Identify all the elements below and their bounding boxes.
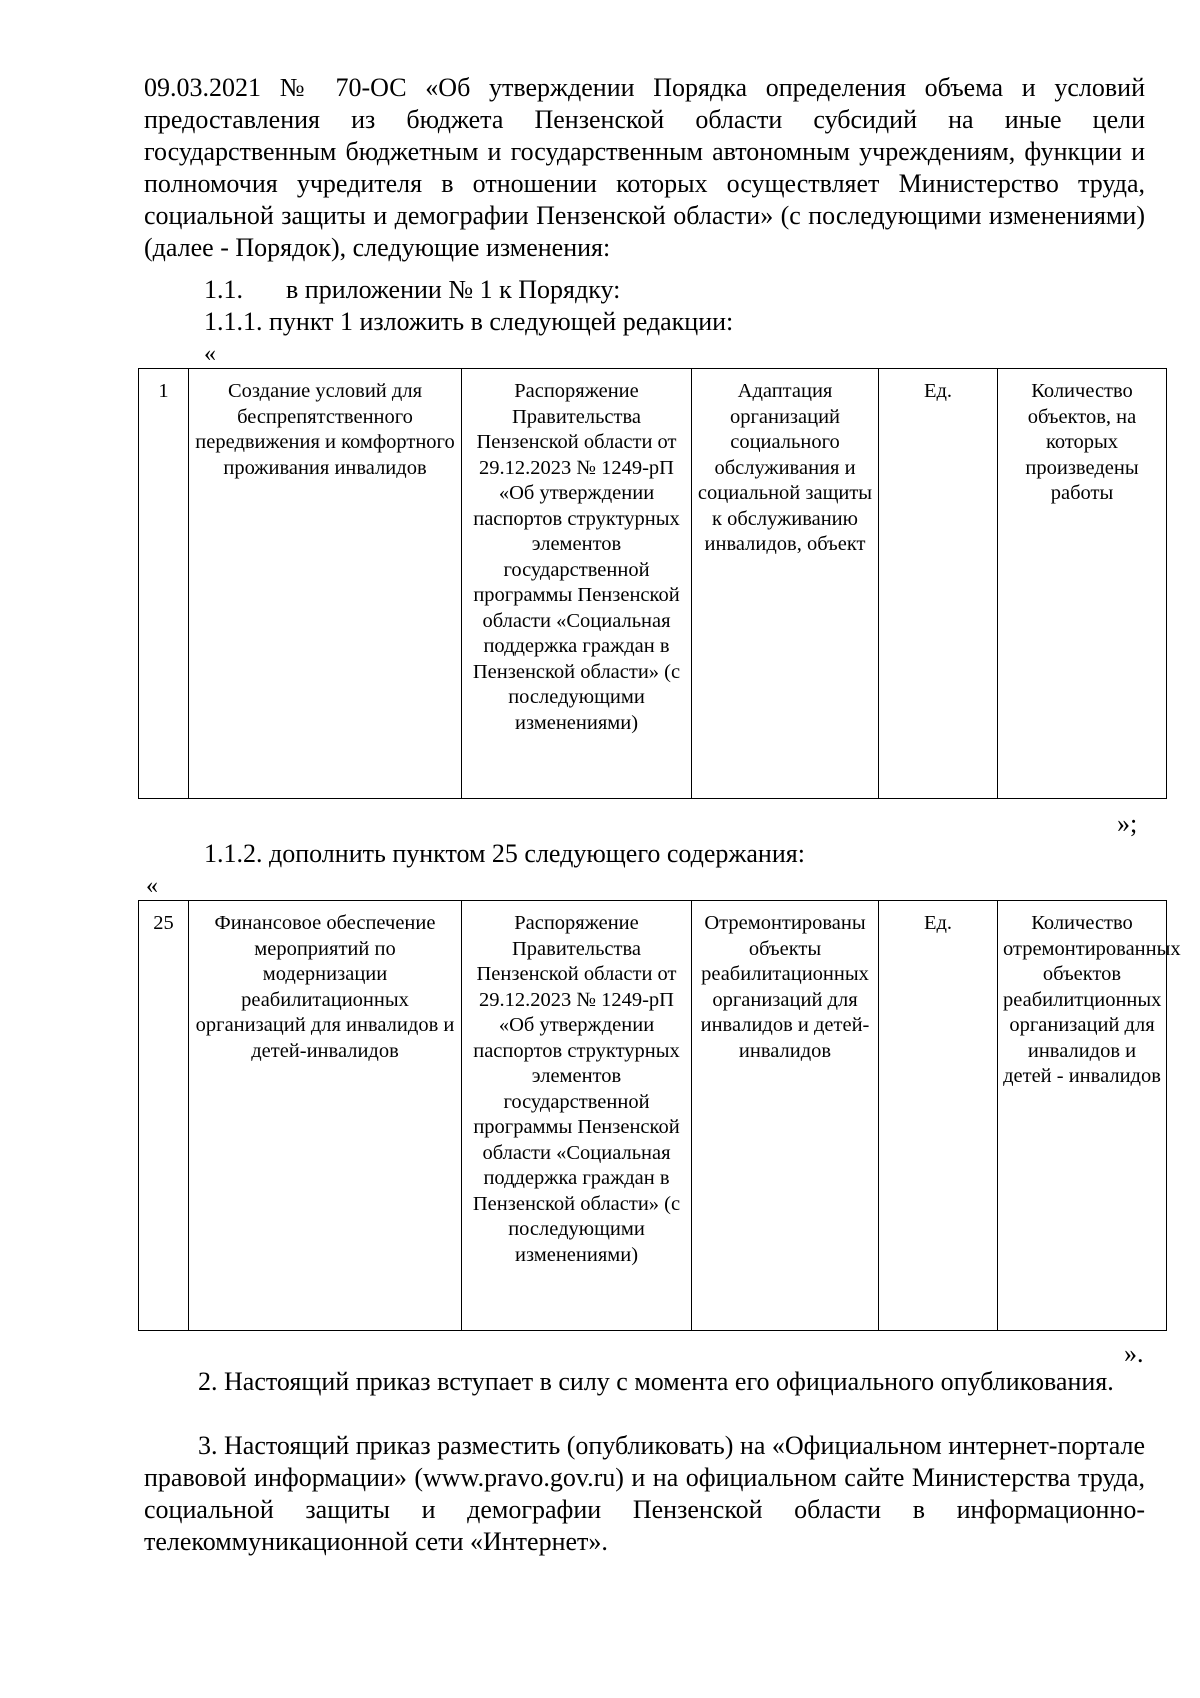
cell-basis: Распоряжение Правительства Пензенской области от 29.12.2023 № 1249-рП «Об утверждении паспортов структурных элементов государственной программы Пензенской области «Социальная поддержка граждан в Пензенской области» (с последующими изменениями) (462, 369, 692, 799)
close-quote-1: »; (1117, 809, 1138, 838)
cell-indicator: Количество отремонтированных объектов реабилитционных организаций для инвалидов и детей - инвалидов (998, 901, 1167, 1331)
cell-unit: Ед. (879, 369, 998, 799)
table-row (139, 901, 1167, 1331)
item-2-paragraph: 2. Настоящий приказ вступает в силу с момента его официального опубликования. (198, 1367, 1114, 1396)
open-quote-2: « (146, 873, 158, 899)
cell-num: 1 (139, 369, 189, 799)
cell-indicator: Количество объектов, на которых произведены работы (998, 369, 1167, 799)
table-item-1 (138, 368, 1167, 799)
cell-result: Отремонтированы объекты реабилитационных организаций для инвалидов и детей-инвалидов (692, 901, 879, 1331)
cell-num: 25 (139, 901, 189, 1331)
close-quote-2: ». (1124, 1339, 1144, 1368)
item-3-paragraph: 3. Настоящий приказ разместить (опубликовать) на «Официальном интернет-портале правовой информации» (www.pravo.gov.ru) и на официальном сайте Министерства труда, социальной защиты и демографии Пензенской области в информационно-телекоммуникационной сети «Интернет». (144, 1431, 1145, 1556)
table-row (139, 369, 1167, 799)
open-quote-1: « (204, 341, 216, 367)
item-1-1-1: 1.1.1. пункт 1 изложить в следующей редакции: (204, 307, 734, 336)
item-1-1-2: 1.1.2. дополнить пунктом 25 следующего содержания: (204, 839, 805, 868)
cell-result: Адаптация организаций социального обслуживания и социальной защиты к обслуживанию инвалидов, объект (692, 369, 879, 799)
intro-paragraph: 09.03.2021 № 70-ОС «Об утверждении Порядка определения объема и условий предоставления из бюджета Пензенской области субсидий на иные цели государственным бюджетным и государственным автономным учреждениям, функции и полномочия учредителя в отношении которых осуществляет Министерство труда, социальной защиты и демографии Пензенской области» (с последующими изменениями) (далее - Порядок), следующие изменения: (144, 73, 1145, 262)
cell-unit: Ед. (879, 901, 998, 1331)
item-1-1-number: 1.1. (204, 275, 243, 304)
cell-basis: Распоряжение Правительства Пензенской области от 29.12.2023 № 1249-рП «Об утверждении паспортов структурных элементов государственной программы Пензенской области «Социальная поддержка граждан в Пензенской области» (с последующими изменениями) (462, 901, 692, 1331)
cell-event-name: Финансовое обеспечение мероприятий по модернизации реабилитационных организаций для инвалидов и детей-инвалидов (189, 901, 462, 1331)
cell-event-name: Создание условий для беспрепятственного передвижения и комфортного проживания инвалидов (189, 369, 462, 799)
item-1-1-text: в приложении № 1 к Порядку: (286, 275, 621, 304)
table-item-25 (138, 900, 1181, 1331)
